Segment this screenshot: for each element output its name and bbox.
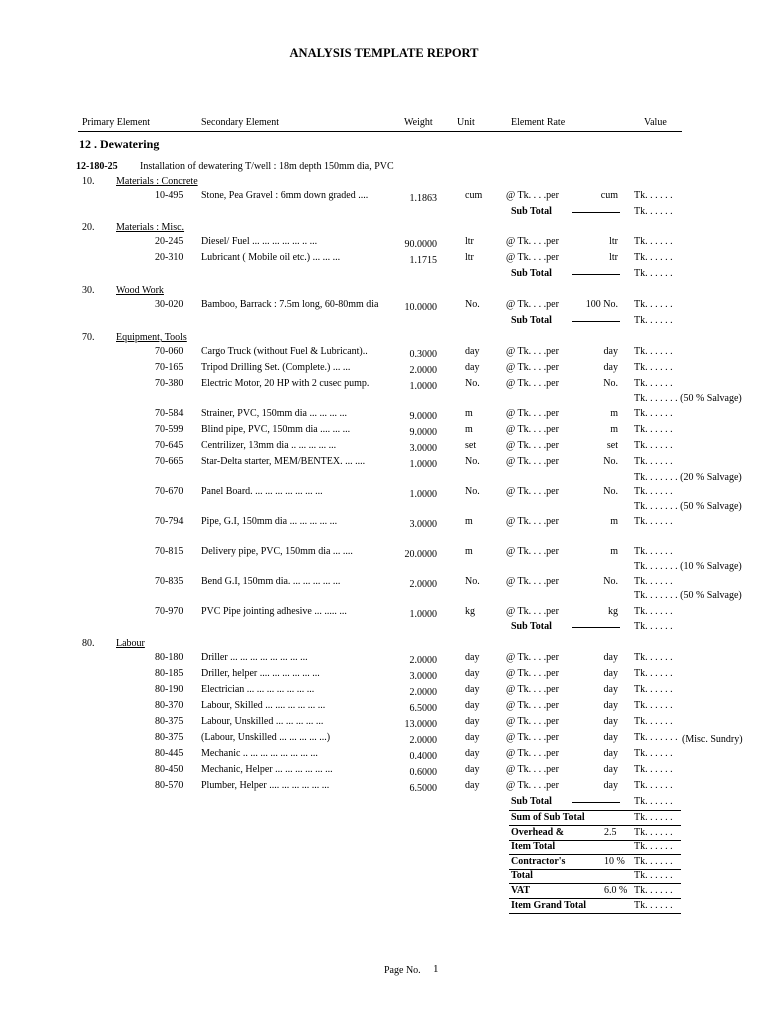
row-per-unit: day [603, 668, 618, 679]
row-weight: 0.6000 [409, 767, 437, 778]
row-value: Tk. . . . . . . [634, 732, 678, 743]
row-unit: cum [465, 190, 483, 201]
row-code: 70-970 [155, 606, 184, 617]
row-code: 70-584 [155, 408, 184, 419]
row-weight: 90.0000 [404, 239, 437, 250]
row-per-unit: No. [603, 576, 618, 587]
contractors-rate: 10 % [604, 856, 625, 867]
contractors-value: Tk. . . . . . [634, 856, 673, 867]
subtotal-label: Sub Total [511, 268, 552, 279]
row-value: Tk. . . . . . [634, 684, 673, 695]
row-value: Tk. . . . . . [634, 516, 673, 527]
subtotal-label: Sub Total [511, 206, 552, 217]
row-value: Tk. . . . . . [634, 299, 673, 310]
row-unit: No. [465, 576, 480, 587]
overhead-value: Tk. . . . . . [634, 827, 673, 838]
row-per-unit: day [603, 346, 618, 357]
report-title: ANALYSIS TEMPLATE REPORT [289, 46, 479, 60]
row-rate: @ Tk. . . .per [506, 716, 559, 727]
section-heading: 12 . Dewatering [79, 137, 160, 151]
row-rate: @ Tk. . . .per [506, 346, 559, 357]
row-per-unit: day [603, 764, 618, 775]
totals-rule [509, 883, 681, 884]
row-code: 80-190 [155, 684, 184, 695]
row-rate: @ Tk. . . .per [506, 668, 559, 679]
row-value: Tk. . . . . . [634, 652, 673, 663]
row-weight: 1.1715 [409, 255, 437, 266]
row-code: 80-375 [155, 732, 184, 743]
group-title: Equipment, Tools [116, 332, 187, 343]
item-total-value: Tk. . . . . . [634, 841, 673, 852]
row-description: Star-Delta starter, MEM/BENTEX. ... .... [201, 456, 366, 467]
subtotal-label: Sub Total [511, 621, 552, 632]
row-per-unit: set [606, 440, 618, 451]
row-rate: @ Tk. . . .per [506, 748, 559, 759]
row-weight: 0.3000 [409, 349, 437, 360]
row-rate: @ Tk. . . .per [506, 732, 559, 743]
col-element-rate: Element Rate [511, 117, 566, 128]
row-code: 70-815 [155, 546, 184, 557]
row-weight: 1.0000 [409, 459, 437, 470]
row-value: Tk. . . . . . [634, 190, 673, 201]
salvage-line: Tk. . . . . . . (50 % Salvage) [634, 393, 742, 404]
row-code: 70-380 [155, 378, 184, 389]
row-code: 80-570 [155, 780, 184, 791]
row-unit: m [465, 424, 473, 435]
row-rate: @ Tk. . . .per [506, 546, 559, 557]
subtotal-value: Tk. . . . . . [634, 206, 673, 217]
group-title: Materials : Misc. [116, 222, 185, 233]
row-rate: @ Tk. . . .per [506, 408, 559, 419]
row-unit: day [465, 700, 480, 711]
row-code: 80-445 [155, 748, 184, 759]
salvage-line: Tk. . . . . . . (20 % Salvage) [634, 472, 742, 483]
row-description: Bamboo, Barrack : 7.5m long, 60-80mm dia [201, 299, 379, 310]
row-unit: day [465, 780, 480, 791]
row-value: Tk. . . . . . [634, 546, 673, 557]
row-per-unit: 100 No. [585, 299, 618, 310]
row-description: Driller ... ... ... ... ... ... ... ... [201, 652, 308, 663]
row-weight: 1.0000 [409, 609, 437, 620]
group-number: 10. [82, 176, 95, 187]
total-label: Total [511, 870, 533, 881]
row-value: Tk. . . . . . [634, 716, 673, 727]
row-code: 70-599 [155, 424, 184, 435]
row-code: 20-310 [155, 252, 184, 263]
vat-rate: 6.0 % [604, 885, 628, 896]
subtotal-value: Tk. . . . . . [634, 268, 673, 279]
row-unit: m [465, 408, 473, 419]
row-weight: 13.0000 [404, 719, 437, 730]
row-value: Tk. . . . . . [634, 780, 673, 791]
row-weight: 1.0000 [409, 381, 437, 392]
row-code: 20-245 [155, 236, 184, 247]
row-description: Driller, helper .... ... ... ... ... ... [201, 668, 320, 679]
row-weight: 3.0000 [409, 671, 437, 682]
totals-rule [509, 810, 681, 811]
col-unit: Unit [457, 117, 475, 128]
row-description: Bend G.I, 150mm dia. ... ... ... ... ... [201, 576, 341, 587]
salvage-line: Tk. . . . . . . (10 % Salvage) [634, 561, 742, 572]
row-unit: day [465, 652, 480, 663]
item-grand-total-value: Tk. . . . . . [634, 900, 673, 911]
row-rate: @ Tk. . . .per [506, 606, 559, 617]
subtotal-rule [572, 212, 620, 213]
row-per-unit: cum [600, 190, 618, 201]
subtotal-label: Sub Total [511, 315, 552, 326]
row-code: 80-450 [155, 764, 184, 775]
row-weight: 1.0000 [409, 489, 437, 500]
row-per-unit: ltr [609, 252, 618, 263]
row-per-unit: kg [608, 606, 618, 617]
row-weight: 6.5000 [409, 703, 437, 714]
row-value: Tk. . . . . . [634, 378, 673, 389]
row-code: 80-185 [155, 668, 184, 679]
vat-label: VAT [511, 885, 531, 896]
row-per-unit: m [610, 424, 618, 435]
row-per-unit: day [603, 652, 618, 663]
row-value: Tk. . . . . . [634, 668, 673, 679]
row-description: Plumber, Helper .... ... ... ... ... ... [201, 780, 330, 791]
row-value: Tk. . . . . . [634, 606, 673, 617]
totals-rule [509, 825, 681, 826]
page-number-label: Page No. [384, 965, 421, 976]
row-description: Panel Board. ... ... ... ... ... ... ... [201, 486, 323, 497]
row-per-unit: m [610, 408, 618, 419]
row-rate: @ Tk. . . .per [506, 486, 559, 497]
row-weight: 1.1863 [409, 193, 437, 204]
row-code: 70-794 [155, 516, 184, 527]
row-value: Tk. . . . . . [634, 748, 673, 759]
subtotal-rule [572, 274, 620, 275]
row-code: 70-165 [155, 362, 184, 373]
row-description: Pipe, G.I, 150mm dia ... ... ... ... ... [201, 516, 338, 527]
row-unit: set [465, 440, 477, 451]
row-description: Cargo Truck (without Fuel & Lubricant).. [201, 346, 368, 357]
row-value: Tk. . . . . . [634, 362, 673, 373]
sum-of-sub-total-value: Tk. . . . . . [634, 812, 673, 823]
row-description: Delivery pipe, PVC, 150mm dia ... .... [201, 546, 353, 557]
row-unit: ltr [465, 236, 474, 247]
row-description: Mechanic .. ... ... ... ... ... ... ... [201, 748, 318, 759]
subtotal-rule [572, 802, 620, 803]
row-rate: @ Tk. . . .per [506, 362, 559, 373]
row-value: Tk. . . . . . [634, 486, 673, 497]
row-unit: No. [465, 299, 480, 310]
row-per-unit: day [603, 748, 618, 759]
row-unit: ltr [465, 252, 474, 263]
group-number: 20. [82, 222, 95, 233]
row-value: Tk. . . . . . [634, 252, 673, 263]
row-unit: No. [465, 456, 480, 467]
item-code: 12-180-25 [76, 161, 118, 172]
row-weight: 6.5000 [409, 783, 437, 794]
subtotal-rule [572, 321, 620, 322]
totals-rule [509, 854, 681, 855]
row-description: Labour, Unskilled ... ... ... ... ... [201, 716, 324, 727]
row-code: 70-645 [155, 440, 184, 451]
row-weight: 0.4000 [409, 751, 437, 762]
row-code: 70-670 [155, 486, 184, 497]
row-rate: @ Tk. . . .per [506, 190, 559, 201]
row-rate: @ Tk. . . .per [506, 236, 559, 247]
vat-value: Tk. . . . . . [634, 885, 673, 896]
total-value: Tk. . . . . . [634, 870, 673, 881]
group-number: 70. [82, 332, 95, 343]
row-unit: day [465, 716, 480, 727]
row-unit: day [465, 362, 480, 373]
row-rate: @ Tk. . . .per [506, 424, 559, 435]
row-description: Strainer, PVC, 150mm dia ... ... ... ... [201, 408, 347, 419]
col-primary-element: Primary Element [82, 117, 151, 128]
group-title: Labour [116, 638, 145, 649]
row-description: Tripod Drilling Set. (Complete.) ... ... [201, 362, 351, 373]
row-weight: 3.0000 [409, 519, 437, 530]
row-description: Mechanic, Helper ... ... ... ... ... ... [201, 764, 333, 775]
row-rate: @ Tk. . . .per [506, 700, 559, 711]
sum-of-sub-total-label: Sum of Sub Total [511, 812, 585, 823]
row-value: Tk. . . . . . [634, 576, 673, 587]
row-weight: 2.0000 [409, 579, 437, 590]
row-code: 70-665 [155, 456, 184, 467]
row-rate: @ Tk. . . .per [506, 684, 559, 695]
row-description: Blind pipe, PVC, 150mm dia .... ... ... [201, 424, 351, 435]
row-unit: day [465, 748, 480, 759]
row-rate: @ Tk. . . .per [506, 456, 559, 467]
row-code: 30-020 [155, 299, 184, 310]
row-per-unit: m [610, 546, 618, 557]
subtotal-value: Tk. . . . . . [634, 621, 673, 632]
row-weight: 9.0000 [409, 411, 437, 422]
row-value: Tk. . . . . . [634, 700, 673, 711]
row-description: Electric Motor, 20 HP with 2 cusec pump. [201, 378, 370, 389]
row-per-unit: day [603, 684, 618, 695]
contractors-label: Contractor's [511, 856, 566, 867]
row-value: Tk. . . . . . [634, 424, 673, 435]
row-description: Diesel/ Fuel ... ... ... ... ... .. ... [201, 236, 318, 247]
row-per-unit: day [603, 716, 618, 727]
row-code: 10-495 [155, 190, 184, 201]
row-per-unit: day [603, 732, 618, 743]
row-weight: 2.0000 [409, 735, 437, 746]
row-per-unit: day [603, 700, 618, 711]
row-per-unit: day [603, 362, 618, 373]
row-unit: m [465, 546, 473, 557]
row-description: Electrician ... ... ... ... ... ... ... [201, 684, 315, 695]
group-title: Wood Work [116, 285, 164, 296]
row-value: Tk. . . . . . [634, 408, 673, 419]
row-per-unit: m [610, 516, 618, 527]
row-per-unit: day [603, 780, 618, 791]
row-unit: No. [465, 378, 480, 389]
overhead-rate: 2.5 [604, 827, 617, 838]
subtotal-value: Tk. . . . . . [634, 796, 673, 807]
row-rate: @ Tk. . . .per [506, 764, 559, 775]
row-rate: @ Tk. . . .per [506, 780, 559, 791]
row-weight: 9.0000 [409, 427, 437, 438]
group-number: 30. [82, 285, 95, 296]
row-per-unit: No. [603, 486, 618, 497]
row-description: Labour, Skilled ... .... ... ... ... ... [201, 700, 326, 711]
row-value: Tk. . . . . . [634, 764, 673, 775]
row-value: Tk. . . . . . [634, 456, 673, 467]
salvage-line: Tk. . . . . . . (50 % Salvage) [634, 501, 742, 512]
page-number: 1 [433, 963, 439, 975]
row-rate: @ Tk. . . .per [506, 440, 559, 451]
row-unit: No. [465, 486, 480, 497]
row-per-unit: No. [603, 456, 618, 467]
row-description: PVC Pipe jointing adhesive ... ..... ... [201, 606, 347, 617]
col-secondary-element: Secondary Element [201, 117, 280, 128]
row-weight: 2.0000 [409, 655, 437, 666]
row-per-unit: No. [603, 378, 618, 389]
row-weight: 2.0000 [409, 365, 437, 376]
group-title: Materials : Concrete [116, 176, 198, 187]
row-unit: day [465, 346, 480, 357]
row-value: Tk. . . . . . [634, 440, 673, 451]
row-unit: day [465, 732, 480, 743]
row-code: 70-835 [155, 576, 184, 587]
subtotal-value: Tk. . . . . . [634, 315, 673, 326]
row-description: Lubricant ( Mobile oil etc.) ... ... ... [201, 252, 341, 263]
item-description: Installation of dewatering T/well : 18m depth 150mm dia, PVC [140, 161, 394, 172]
col-weight: Weight [404, 117, 433, 128]
row-per-unit: ltr [609, 236, 618, 247]
row-weight: 20.0000 [404, 549, 437, 560]
overhead-label: Overhead & [511, 827, 565, 838]
row-rate: @ Tk. . . .per [506, 378, 559, 389]
row-code: 80-375 [155, 716, 184, 727]
row-unit: day [465, 764, 480, 775]
item-total-label: Item Total [511, 841, 556, 852]
totals-rule [509, 913, 681, 914]
subtotal-label: Sub Total [511, 796, 552, 807]
row-unit: kg [465, 606, 475, 617]
row-code: 80-180 [155, 652, 184, 663]
row-rate: @ Tk. . . .per [506, 652, 559, 663]
row-rate: @ Tk. . . .per [506, 516, 559, 527]
row-rate: @ Tk. . . .per [506, 299, 559, 310]
row-rate: @ Tk. . . .per [506, 576, 559, 587]
col-value: Value [644, 117, 667, 128]
item-grand-total-label: Item Grand Total [511, 900, 587, 911]
totals-rule [509, 898, 681, 899]
subtotal-rule [572, 627, 620, 628]
row-rate: @ Tk. . . .per [506, 252, 559, 263]
row-description: Stone, Pea Gravel : 6mm down graded .... [201, 190, 369, 201]
misc-sundry-note: (Misc. Sundry) [682, 734, 743, 745]
row-code: 70-060 [155, 346, 184, 357]
row-value: Tk. . . . . . [634, 236, 673, 247]
row-weight: 10.0000 [404, 302, 437, 313]
group-number: 80. [82, 638, 95, 649]
row-value: Tk. . . . . . [634, 346, 673, 357]
salvage-line: Tk. . . . . . . (50 % Salvage) [634, 590, 742, 601]
row-unit: day [465, 684, 480, 695]
row-description: Centrilizer, 13mm dia .. ... ... ... ... [201, 440, 337, 451]
row-unit: m [465, 516, 473, 527]
row-weight: 3.0000 [409, 443, 437, 454]
row-unit: day [465, 668, 480, 679]
row-weight: 2.0000 [409, 687, 437, 698]
row-description: (Labour, Unskilled ... ... ... ... ...) [201, 732, 331, 743]
header-rule [78, 131, 682, 132]
row-code: 80-370 [155, 700, 184, 711]
